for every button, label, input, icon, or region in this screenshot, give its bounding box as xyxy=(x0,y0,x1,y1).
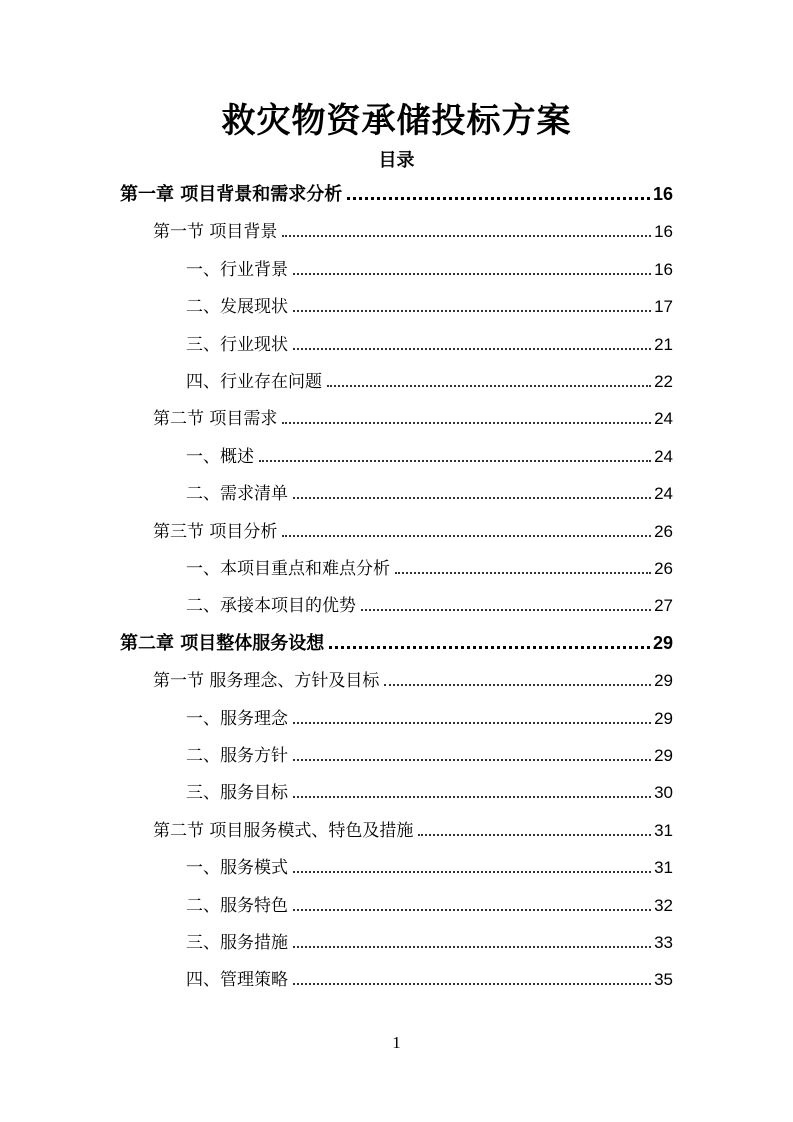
toc-leader-dots xyxy=(282,234,651,237)
toc-leader-dots xyxy=(293,309,651,312)
toc-leader-dots xyxy=(293,272,651,275)
toc-entry-label: 三、服务措施 xyxy=(186,933,288,953)
toc-entry-page: 33 xyxy=(654,933,673,952)
page-number: 1 xyxy=(392,1033,401,1052)
toc-entry-level-3[interactable] xyxy=(186,891,673,921)
toc-leader-dots xyxy=(282,421,651,424)
toc-entry-label: 一、服务理念 xyxy=(186,708,288,729)
toc-entry-page: 29 xyxy=(654,746,673,765)
toc-leader-dots xyxy=(259,459,651,462)
toc-leader-dots xyxy=(293,758,651,761)
toc-entry-page: 29 xyxy=(654,708,673,728)
toc-entry-level-3[interactable] xyxy=(186,554,673,584)
toc-entry-level-3[interactable] xyxy=(186,778,673,808)
toc-leader-dots xyxy=(293,795,651,798)
toc-leader-dots xyxy=(282,534,651,537)
document-title: 救灾物资承储投标方案 xyxy=(221,101,572,141)
toc-leader-dots xyxy=(361,608,651,611)
toc-leader-dots xyxy=(347,196,650,200)
toc-entry-level-3[interactable] xyxy=(186,255,673,285)
toc-entry-level-3[interactable] xyxy=(186,741,673,771)
toc-leader-dots xyxy=(293,982,651,985)
toc-entry-level-3[interactable] xyxy=(186,479,673,509)
toc-leader-dots xyxy=(395,571,651,574)
toc-entry-page: 32 xyxy=(654,895,673,915)
toc-entry-page: 16 xyxy=(654,222,673,242)
toc-entry-page: 16 xyxy=(654,259,673,279)
toc-entry-page: 31 xyxy=(654,858,673,878)
toc-entry-level-2[interactable] xyxy=(153,217,673,247)
toc-entry-label: 一、本项目重点和难点分析 xyxy=(186,559,390,579)
toc-entry-page: 35 xyxy=(654,970,673,990)
toc-heading: 目录 xyxy=(378,150,415,171)
toc-entry-level-2[interactable] xyxy=(153,666,673,696)
toc-entry-level-3[interactable] xyxy=(186,965,673,995)
toc-entry-page: 26 xyxy=(654,521,673,541)
toc-entry-level-3[interactable] xyxy=(186,367,673,397)
toc-entry-level-3[interactable] xyxy=(186,928,673,958)
toc-entry-label: 二、需求清单 xyxy=(186,484,288,505)
toc-entry-level-3[interactable] xyxy=(186,330,673,360)
toc-leader-dots xyxy=(293,908,651,911)
toc-entry-page: 17 xyxy=(654,297,673,317)
toc-entry-page: 29 xyxy=(654,671,673,691)
toc-entry-page: 21 xyxy=(654,334,673,354)
toc-entry-level-3[interactable] xyxy=(186,292,673,322)
toc-entry-label: 一、服务模式 xyxy=(186,858,288,879)
toc-entry-label: 第三节 项目分析 xyxy=(153,521,278,542)
toc-entry-level-1[interactable] xyxy=(120,180,673,210)
toc-leader-dots xyxy=(293,347,651,350)
toc-entry-page: 16 xyxy=(652,184,673,204)
toc-entry-label: 四、行业存在问题 xyxy=(186,372,322,392)
toc-entry-page: 31 xyxy=(654,820,673,840)
toc-leader-dots xyxy=(418,833,651,836)
toc-entry-level-3[interactable] xyxy=(186,704,673,734)
toc-entry-level-1[interactable] xyxy=(120,629,673,659)
toc-entry-level-2[interactable] xyxy=(153,816,673,846)
toc-leader-dots xyxy=(293,496,651,499)
toc-leader-dots xyxy=(293,721,651,724)
toc-entry-label: 三、服务目标 xyxy=(186,783,288,804)
toc-entry-level-3[interactable] xyxy=(186,853,673,883)
toc-entry-page: 24 xyxy=(654,484,673,504)
toc-leader-dots xyxy=(329,645,650,649)
toc-entry-label: 二、服务特色 xyxy=(186,895,288,916)
toc-entry-page: 27 xyxy=(654,596,673,616)
toc-leader-dots xyxy=(293,945,651,948)
toc-entry-label: 四、管理策略 xyxy=(186,970,288,991)
toc-entry-label: 第二节 项目需求 xyxy=(153,409,278,430)
toc-entry-page: 22 xyxy=(654,372,673,391)
toc-entry-label: 第一节 服务理念、方针及目标 xyxy=(153,671,380,692)
toc-entry-label: 二、承接本项目的优势 xyxy=(186,596,356,617)
toc-entry-page: 24 xyxy=(654,409,673,429)
toc-entry-label: 一、行业背景 xyxy=(186,259,288,280)
toc-entry-label: 一、概述 xyxy=(186,446,254,467)
toc-entry-label: 第二节 项目服务模式、特色及措施 xyxy=(153,820,414,841)
toc-entry-level-2[interactable] xyxy=(153,517,673,547)
toc-entry-page: 29 xyxy=(652,632,673,653)
toc-entry-label: 第一章 项目背景和需求分析 xyxy=(120,184,343,205)
toc-entry-label: 二、服务方针 xyxy=(186,746,288,766)
toc-entry-label: 二、发展现状 xyxy=(186,297,288,318)
toc-entry-label: 第一节 项目背景 xyxy=(153,222,278,243)
toc-entry-level-3[interactable] xyxy=(186,591,673,621)
toc-entry-page: 30 xyxy=(654,783,673,803)
toc-leader-dots xyxy=(293,870,651,873)
toc-entry-level-2[interactable] xyxy=(153,404,673,434)
toc-leader-dots xyxy=(384,683,651,686)
toc-leader-dots xyxy=(327,384,651,387)
toc-entry-page: 24 xyxy=(654,446,673,466)
toc-entry-level-3[interactable] xyxy=(186,442,673,472)
toc-entry-page: 26 xyxy=(654,559,673,578)
toc-entry-label: 第二章 项目整体服务设想 xyxy=(120,632,325,654)
toc-entry-label: 三、行业现状 xyxy=(186,334,288,355)
